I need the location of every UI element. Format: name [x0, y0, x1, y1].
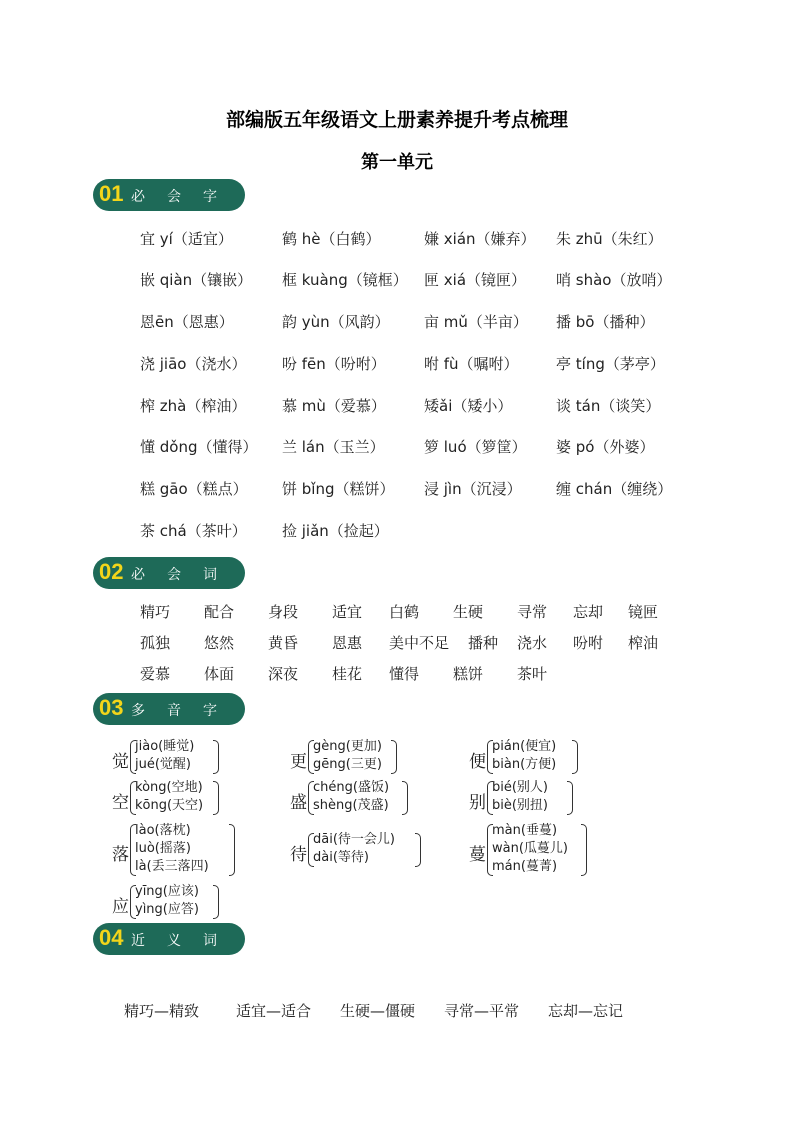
- word-item: 吩咐: [573, 634, 604, 652]
- char-item: 嵌 qiàn（镶嵌）: [140, 271, 253, 289]
- word-item: 美中不足: [389, 634, 450, 652]
- synonym-pair: 适宜—适合: [236, 1002, 312, 1020]
- word-item: 恩惠: [332, 634, 363, 652]
- polyphone-char: 别: [469, 793, 486, 813]
- polyphone-entry: [290, 831, 430, 871]
- section-number: 03: [99, 695, 124, 720]
- section-badge-2: [93, 557, 245, 589]
- reading: shèng(茂盛): [313, 798, 389, 813]
- word-item: 精巧: [140, 603, 171, 621]
- right-brace: [572, 740, 578, 774]
- char-item: 谈 tán（谈笑）: [556, 397, 661, 415]
- char-item: 捡 jiǎn（捡起）: [282, 522, 389, 540]
- polyphone-entry: [469, 738, 589, 778]
- word-item: 桂花: [332, 665, 363, 683]
- reading: chéng(盛饭): [313, 780, 390, 795]
- reading: kòng(空地): [135, 780, 203, 795]
- right-brace: [213, 740, 219, 774]
- section-number: 02: [99, 559, 124, 584]
- char-item: 浇 jiāo（浇水）: [140, 355, 247, 373]
- reading: gèng(更加): [313, 739, 382, 754]
- char-item: 矮ǎi（矮小）: [424, 397, 513, 415]
- reading: bié(别人): [492, 780, 549, 795]
- polyphone-entry: [112, 738, 232, 778]
- synonym-pair: 精巧—精致: [124, 1002, 200, 1020]
- word-item: 播种: [468, 634, 499, 652]
- word-item: 白鹤: [389, 603, 420, 621]
- char-item: 婆 pó（外婆）: [556, 438, 655, 456]
- reading: màn(垂蔓): [492, 823, 558, 838]
- polyphone-char: 便: [469, 752, 486, 772]
- reading: wàn(瓜蔓儿): [492, 841, 568, 856]
- char-item: 亩 mǔ（半亩）: [424, 313, 528, 331]
- polyphone-char: 待: [290, 845, 307, 865]
- word-item: 镜匣: [628, 603, 659, 621]
- polyphone-entry: [112, 822, 242, 878]
- synonym-pair: 寻常—平常: [444, 1002, 520, 1020]
- reading: mán(蔓菁): [492, 859, 558, 874]
- char-item: 懂 dǒng（懂得）: [140, 438, 258, 456]
- char-item: 播 bō（播种）: [556, 313, 655, 331]
- right-brace: [567, 781, 573, 815]
- word-item: 生硬: [453, 603, 484, 621]
- right-brace: [213, 781, 219, 815]
- right-brace: [229, 824, 235, 876]
- right-brace: [581, 824, 587, 876]
- word-item: 深夜: [268, 665, 299, 683]
- polyphone-char: 更: [290, 752, 307, 772]
- synonym-pair: 忘却—忘记: [548, 1002, 624, 1020]
- reading: kōng(天空): [135, 798, 204, 813]
- right-brace: [213, 885, 219, 919]
- polyphone-entry: [112, 779, 232, 819]
- word-item: 浇水: [517, 634, 548, 652]
- polyphone-entry: [469, 779, 589, 819]
- word-item: 忘却: [573, 603, 604, 621]
- char-item: 框 kuàng（镜框）: [282, 271, 408, 289]
- char-item: 咐 fù（嘱咐）: [424, 355, 519, 373]
- word-item: 茶叶: [517, 665, 548, 683]
- word-item: 体面: [204, 665, 235, 683]
- unit-title: 第一单元: [361, 152, 433, 173]
- char-item: 宜 yí（适宜）: [140, 230, 233, 248]
- word-item: 适宜: [332, 603, 363, 621]
- word-item: 糕饼: [453, 665, 484, 683]
- char-item: 吩 fēn（吩咐）: [282, 355, 386, 373]
- reading: yìng(应答): [135, 902, 199, 917]
- char-item: 糕 gāo（糕点）: [140, 480, 248, 498]
- reading: biàn(方便): [492, 757, 557, 772]
- section-number: 04: [99, 925, 124, 950]
- reading: luò(摇落): [135, 841, 191, 856]
- reading: jué(觉醒): [135, 757, 191, 772]
- right-brace: [402, 781, 408, 815]
- polyphone-entry: [469, 822, 599, 878]
- reading: dài(等待): [313, 850, 369, 865]
- section-badge-1: [93, 179, 245, 211]
- word-item: 爱慕: [140, 665, 171, 683]
- char-item: 朱 zhū（朱红）: [556, 230, 663, 248]
- reading: gēng(三更): [313, 757, 382, 772]
- polyphone-entry: [112, 883, 232, 923]
- reading: jiào(睡觉): [135, 739, 195, 754]
- char-item: 榨 zhà（榨油）: [140, 397, 247, 415]
- word-item: 黄昏: [268, 634, 299, 652]
- char-item: 慕 mù（爱慕）: [282, 397, 386, 415]
- word-item: 榨油: [628, 634, 659, 652]
- page-title: 部编版五年级语文上册素养提升考点梳理: [225, 109, 568, 131]
- word-item: 孤独: [140, 634, 171, 652]
- char-item: 缠 chán（缠绕）: [556, 480, 673, 498]
- char-item: 浸 jìn（沉浸）: [424, 480, 522, 498]
- section-badge-3: [93, 693, 245, 725]
- char-item: 箩 luó（箩筐）: [424, 438, 527, 456]
- char-item: 嫌 xián（嫌弃）: [424, 230, 536, 248]
- char-item: 饼 bǐng（糕饼）: [282, 480, 395, 498]
- word-item: 悠然: [204, 634, 235, 652]
- polyphone-entry: [290, 738, 420, 778]
- reading: yīng(应该): [135, 884, 199, 899]
- polyphone-char: 空: [112, 793, 129, 813]
- synonym-pair: 生硬—僵硬: [340, 1002, 416, 1020]
- reading: lào(落枕): [135, 823, 191, 838]
- section-number: 01: [99, 181, 124, 206]
- char-item: 兰 lán（玉兰）: [282, 438, 385, 456]
- char-item: 鹤 hè（白鹤）: [282, 230, 381, 248]
- section-label: 必会字: [131, 189, 239, 205]
- polyphone-char: 落: [112, 845, 129, 865]
- char-item: 韵 yùn（风韵）: [282, 313, 390, 331]
- section-label: 必会词: [131, 567, 239, 583]
- word-item: 配合: [204, 603, 235, 621]
- polyphone-char: 盛: [290, 793, 307, 813]
- reading: pián(便宜): [492, 739, 557, 754]
- polyphone-entry: [290, 779, 420, 819]
- section-label: 多音字: [131, 703, 239, 719]
- char-item: 恩ēn（恩惠）: [140, 313, 234, 331]
- word-item: 懂得: [389, 665, 420, 683]
- polyphone-char: 觉: [112, 752, 129, 772]
- char-item: 匣 xiá（镜匣）: [424, 271, 527, 289]
- right-brace: [415, 833, 421, 867]
- word-item: 寻常: [517, 603, 548, 621]
- reading: là(丢三落四): [135, 859, 209, 874]
- polyphone-char: 应: [112, 897, 129, 917]
- char-item: 哨 shào（放哨）: [556, 271, 672, 289]
- reading: biè(别扭): [492, 798, 549, 813]
- char-item: 茶 chá（茶叶）: [140, 522, 247, 540]
- polyphone-char: 蔓: [469, 845, 486, 865]
- section-badge-4: [93, 923, 245, 955]
- word-item: 身段: [268, 603, 299, 621]
- char-item: 亭 tíng（茅亭）: [556, 355, 665, 373]
- reading: dāi(待一会儿): [313, 832, 395, 847]
- right-brace: [391, 740, 397, 774]
- section-label: 近义词: [131, 933, 239, 949]
